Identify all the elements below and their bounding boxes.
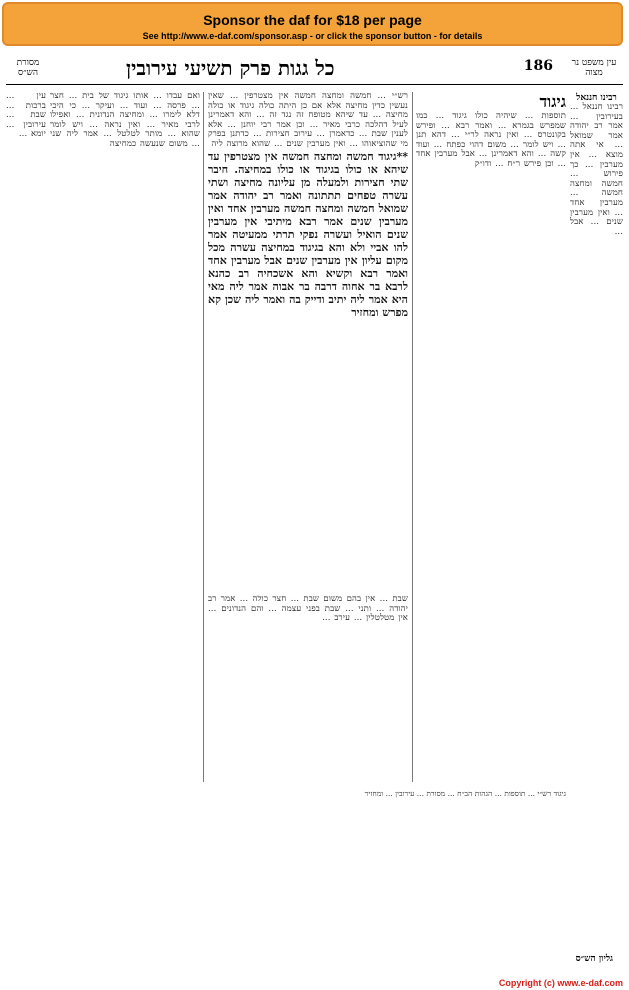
- divider-left: [203, 92, 204, 782]
- rabbeinu-chananel-title: רבינו חננאל: [576, 93, 617, 103]
- upper-center-commentary: [208, 92, 408, 148]
- ein-mishpat-label: עין משפט נר מצוה: [571, 58, 617, 78]
- lower-center-text: [208, 595, 408, 785]
- page-title: כל גגות פרק תשיעי עירובין: [126, 56, 335, 80]
- right-commentary: [416, 92, 566, 792]
- lower-center-commentary: שבת ... אין בהם משום שבת ... חצר כולה ... אמר רב יהודה ... ותני ... שבת בפני עצמה ... והם הנדונים ... אין מטלטלין ... עירב ...: [208, 595, 408, 624]
- gilyon-hashas-label: גליון הש״ס: [575, 954, 613, 964]
- main-text-block: [208, 150, 408, 590]
- sponsor-title: Sponsor the daf for $18 per page: [203, 12, 422, 28]
- header-rule: [6, 84, 623, 85]
- bottom-commentary: [50, 790, 566, 940]
- far-left-margin: עין ... ברכות ... שבת ... עירובין ... יומא ...: [6, 92, 46, 140]
- bottom-commentary-text: גיגוד רש״י ... תוספות ... הגהות הב״ח ... מסורת ... עירובין ... ומחזיר: [364, 790, 566, 798]
- far-right-margin: [570, 92, 623, 712]
- sponsor-subtitle: See http://www.e-daf.com/sponsor.asp - or click the sponsor button - for details: [142, 31, 483, 41]
- left-commentary: [50, 92, 200, 792]
- right-head-word: גיגוד: [539, 92, 566, 111]
- divider-right: [412, 92, 413, 782]
- rabbeinu-chananel-text: רבינו חננאל ... בעירובין ... אמר רב יהודה אמר שמואל ... אי אתה מוצא ... אין מערבין ... כך פירוש ... חמשה ומחצה חמשה ... מערבין אחד ... ואין מערבין שנים ... אבל ...: [570, 102, 623, 237]
- upper-center-text: רש״י ... חמשה ומחצה חמשה אין מצטרפין ... שאין נעשין כדין מחיצה אלא אם כן היתה כולה גיגוד או כולה מחיצה ... עד שיהא מטופח זה נגד זה ... והא דאמרינן לעיל דהלכה כרבי מאיר ... וכן אמר רבי יוחנן ... אלא לענין שבת ... כדאמרן ... עירוב חצירות ... כדתנן בפרק מי שהוציאוהו ... ואין מערבין שנים ... שהוא מרוצה ליה: [208, 92, 408, 148]
- page-number: 186: [523, 58, 553, 74]
- talmud-page: [6, 50, 623, 975]
- right-commentary-text: תוספות ... שיהיה כולו גיגוד ... כמו שמפרש בגמרא ... ואמר רבא ... ופירש בקונטרס ... ואין נראה לר״י ... דהא תנן ... ויש לומר ... משום דהוי כפתח ... ועוד קשה ... והא דאמרינן ... אבל מערבין אחד ... וכן פירש ר״ח ... ודו״ק: [416, 111, 566, 169]
- left-commentary-text: ואם עבדו ... אותו גיגוד של בית ... חצר ... פרסה ... ועוד ... ועיקר ... כי היכי דלא לימרו ... ומחיצה הנדונית ... ואפילו לרבי מאיר ... ואין נראה ... ויש לומר שהוא ... מותר לטלטל ... אמר ליה שני ... משום שנעשה כמחיצה: [50, 92, 200, 149]
- masoret-label: מסורת הש״ס: [16, 58, 40, 78]
- sponsor-banner[interactable]: [2, 2, 623, 46]
- copyright-link[interactable]: Copyright (c) www.e-daf.com: [498, 978, 623, 988]
- main-text: **גיגוד חמשה ומחצה חמשה אין מצטרפין עד שיהא או כולו בגיגוד או כולו במחיצה. חיבר שתי חצירות ולמעלה מן עליונה מחיצה ושתי עשרה טפחים תתתונה ואמר רב יהודה אמר שמואל חמשה ומחצה חמשה מערבין אחד ואין מערבין שנים אמר רבא מיתיבי אין מערבין שנים הואיל ועשרה נפקי תרתי ממעיטה אמר להו אביי ולא והא בגיגוד במחיצה עשרה מכל מקום עליון אין מערבין שנים אבל מערבין אחד ואמר רבא וקשיא והא אשכחיה רב כהנא לרבא בר אחוה דרבה בר אבוה אמר ליה מאי היא אמר ליה יתיב ודייק בה ואמר ליה שכן קא מפרש ומחזיר: [208, 150, 408, 319]
- page-header: [6, 56, 623, 86]
